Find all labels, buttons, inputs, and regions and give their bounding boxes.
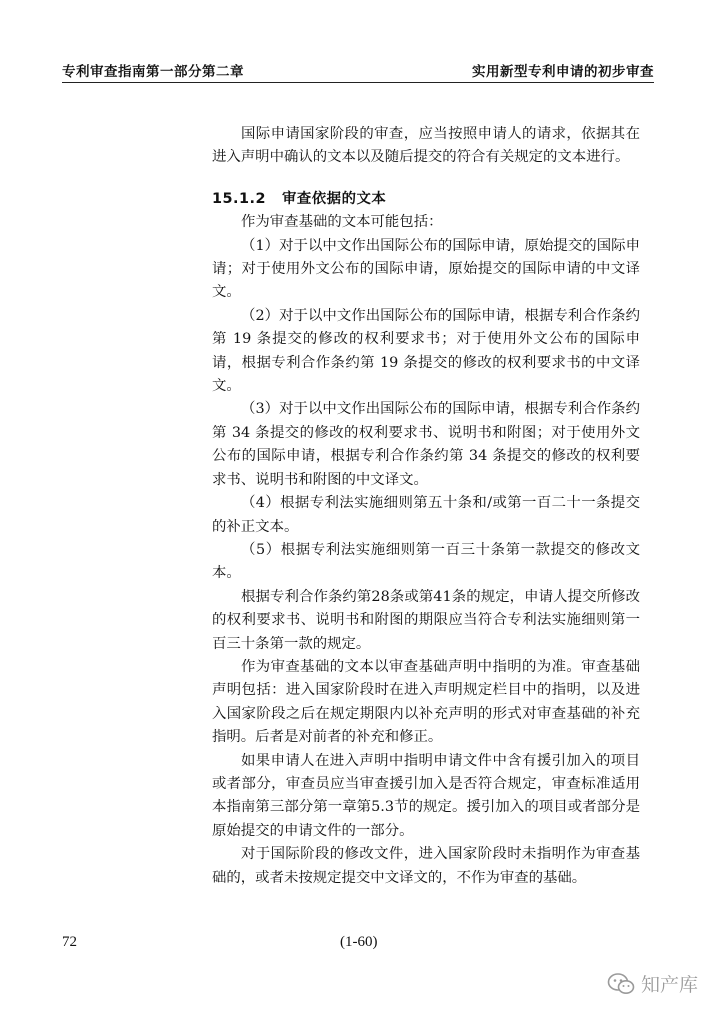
paragraph: （4）根据专利法实施细则第五十条和/或第一百二十一条提交的补正文本。 xyxy=(212,495,640,535)
paragraph: （3）对于以中文作出国际公布的国际申请，根据专利合作条约第 34 条提交的修改的权利要求书、说明书和附图；对于使用外文公布的国际申请，根据专利合作条约第 34 条提交的修改的权利要求书、说明书和附图的中文译文。 xyxy=(212,401,640,488)
paragraph: 根据专利合作条约第28条或第41条的规定，申请人提交所修改的权利要求书、说明书和附图的期限应当符合专利法实施细则第一百三十条第一款的规定。 xyxy=(212,588,640,652)
paragraph: 作为审查基础的文本以审查基础声明中指明的为准。审查基础声明包括：进入国家阶段时在进入声明规定栏目中的指明，以及进入国家阶段之后在规定期限内以补充声明的形式对审查基础的补充指明。后者是对前者的补充和修正。 xyxy=(212,658,640,746)
section-title: 审查依据的文本 xyxy=(282,190,387,207)
paragraph: 如果申请人在进入声明中指明申请文件中含有援引加入的项目或者部分，审查员应当审查援引加入是否符合规定，审查标准适用本指南第三部分第一章第5.3节的规定。援引加入的项目或者部分是原始提交的申请文件的一部分。 xyxy=(212,752,640,839)
page-reference: (1-60) xyxy=(340,934,378,950)
paragraph: （1）对于以中文作出国际公布的国际申请，原始提交的国际申请；对于使用外文公布的国际申请，原始提交的国际申请的中文译文。 xyxy=(212,237,640,301)
intro-paragraph: 国际申请国家阶段的审查，应当按照申请人的请求，依据其在进入声明中确认的文本以及随后提交的符合有关规定的文本进行。 xyxy=(212,126,640,166)
paragraph: 作为审查基础的文本可能包括： xyxy=(241,214,443,231)
page-number: 72 xyxy=(62,934,77,950)
section-heading xyxy=(212,188,640,211)
wechat-icon xyxy=(607,972,635,996)
watermark xyxy=(607,970,698,997)
header-section-title: 实用新型专利申请的初步审查 xyxy=(472,64,654,80)
header-chapter-title: 专利审查指南第一部分第二章 xyxy=(62,64,244,80)
page-body xyxy=(212,123,640,890)
paragraph: （2）对于以中文作出国际公布的国际申请，根据专利合作条约第 19 条提交的修改的权利要求书；对于使用外文公布的国际申请，根据专利合作条约第 19 条提交的修改的权利要求书的中文译文。 xyxy=(212,307,640,395)
paragraph: 对于国际阶段的修改文件，进入国家阶段时未指明作为审查基础的，或者未按规定提交中文译文的，不作为审查的基础。 xyxy=(212,846,640,886)
paragraph: （5）根据专利法实施细则第一百三十条第一款提交的修改文本。 xyxy=(212,541,640,582)
watermark-text: 知产库 xyxy=(640,974,698,996)
page-header xyxy=(62,58,654,83)
section-number: 15.1.2 xyxy=(212,190,266,207)
